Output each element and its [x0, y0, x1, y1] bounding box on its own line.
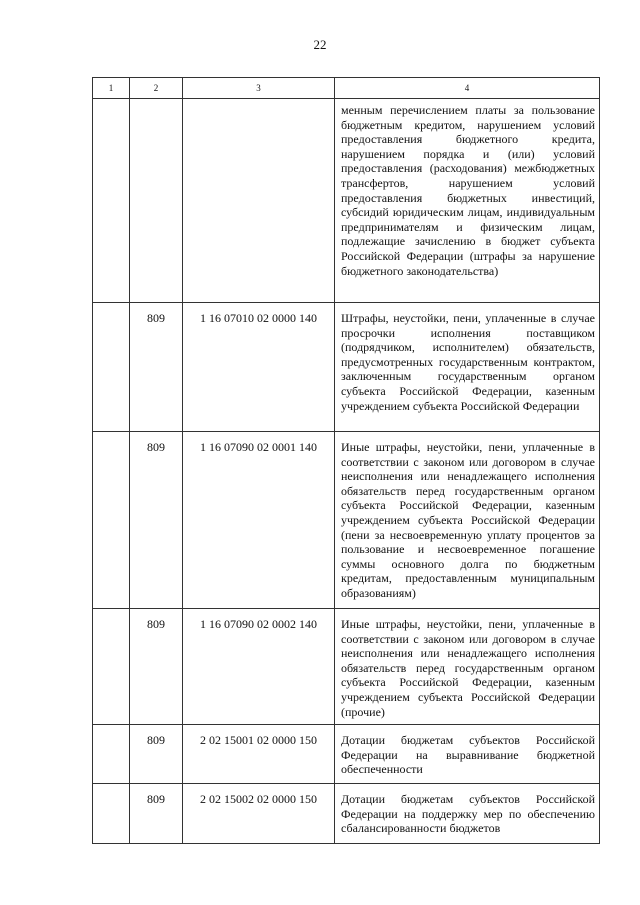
column-header: 2: [130, 78, 183, 99]
table-row: [93, 725, 600, 784]
row-number-cell: [93, 725, 130, 784]
description-cell: Иные штрафы, неустойки, пени, уплаченные в соответствии с законом или договором в случае неисполнения или ненадлежащего исполнения обязательств перед государственным органом субъекта Российской Федерации, казенным учреждением субъекта Российской Федерации (пени за несвоевременную уплату процентов за пользование и несвоевременное погашение суммы основного долга по бюджетным кредитам, предоставленным муниципальным образованиям): [335, 432, 600, 609]
table-row: [93, 99, 600, 303]
row-number-cell: [93, 99, 130, 303]
column-header: 1: [93, 78, 130, 99]
column-header: 3: [183, 78, 335, 99]
column-header: 4: [335, 78, 600, 99]
revenue-code-cell: 1 16 07090 02 0002 140: [183, 609, 335, 725]
admin-code-cell: 809: [130, 725, 183, 784]
row-number-cell: [93, 303, 130, 432]
revenue-code-cell: 2 02 15002 02 0000 150: [183, 784, 335, 844]
admin-code-cell: 809: [130, 784, 183, 844]
table-row: [93, 609, 600, 725]
admin-code-cell: 809: [130, 303, 183, 432]
description-cell: Иные штрафы, неустойки, пени, уплаченные в соответствии с законом или договором в случае неисполнения или ненадлежащего исполнения обязательств перед государственным органом субъекта Российской Федерации, казенным учреждением субъекта Российской Федерации (прочие): [335, 609, 600, 725]
row-number-cell: [93, 784, 130, 844]
table-header-row: [93, 78, 600, 99]
revenue-code-cell: 1 16 07010 02 0000 140: [183, 303, 335, 432]
table-row: [93, 303, 600, 432]
admin-code-cell: 809: [130, 432, 183, 609]
table-row: [93, 432, 600, 609]
description-cell: менным перечислением платы за пользование бюджетным кредитом, нарушением условий предоставления бюджетного кредита, нарушением порядка и (или) условий предоставления (расходования) межбюджетных трансфертов, нарушением условий предоставления бюджетных инвестиций, субсидий юридическим лицам, индивидуальным предпринимателям и физическим лицам, подлежащие зачислению в бюджет субъекта Российской Федерации (штрафы за нарушение бюджетного законодательства): [335, 99, 600, 303]
description-cell: Дотации бюджетам субъектов Российской Федерации на выравнивание бюджетной обеспеченности: [335, 725, 600, 784]
description-cell: Дотации бюджетам субъектов Российской Федерации на поддержку мер по обеспечению сбалансированности бюджетов: [335, 784, 600, 844]
page-number: 22: [313, 37, 327, 52]
revenue-code-cell: 1 16 07090 02 0001 140: [183, 432, 335, 609]
admin-code-cell: [130, 99, 183, 303]
description-cell: Штрафы, неустойки, пени, уплаченные в случае просрочки исполнения поставщиком (подрядчиком, исполнителем) обязательств, предусмотренных государственным контрактом, заключенным государственным органом субъекта Российской Федерации, казенным учреждением субъекта Российской Федерации: [335, 303, 600, 432]
row-number-cell: [93, 609, 130, 725]
row-number-cell: [93, 432, 130, 609]
budget-revenue-table: [92, 77, 600, 844]
admin-code-cell: 809: [130, 609, 183, 725]
table-row: [93, 784, 600, 844]
revenue-code-cell: [183, 99, 335, 303]
revenue-code-cell: 2 02 15001 02 0000 150: [183, 725, 335, 784]
